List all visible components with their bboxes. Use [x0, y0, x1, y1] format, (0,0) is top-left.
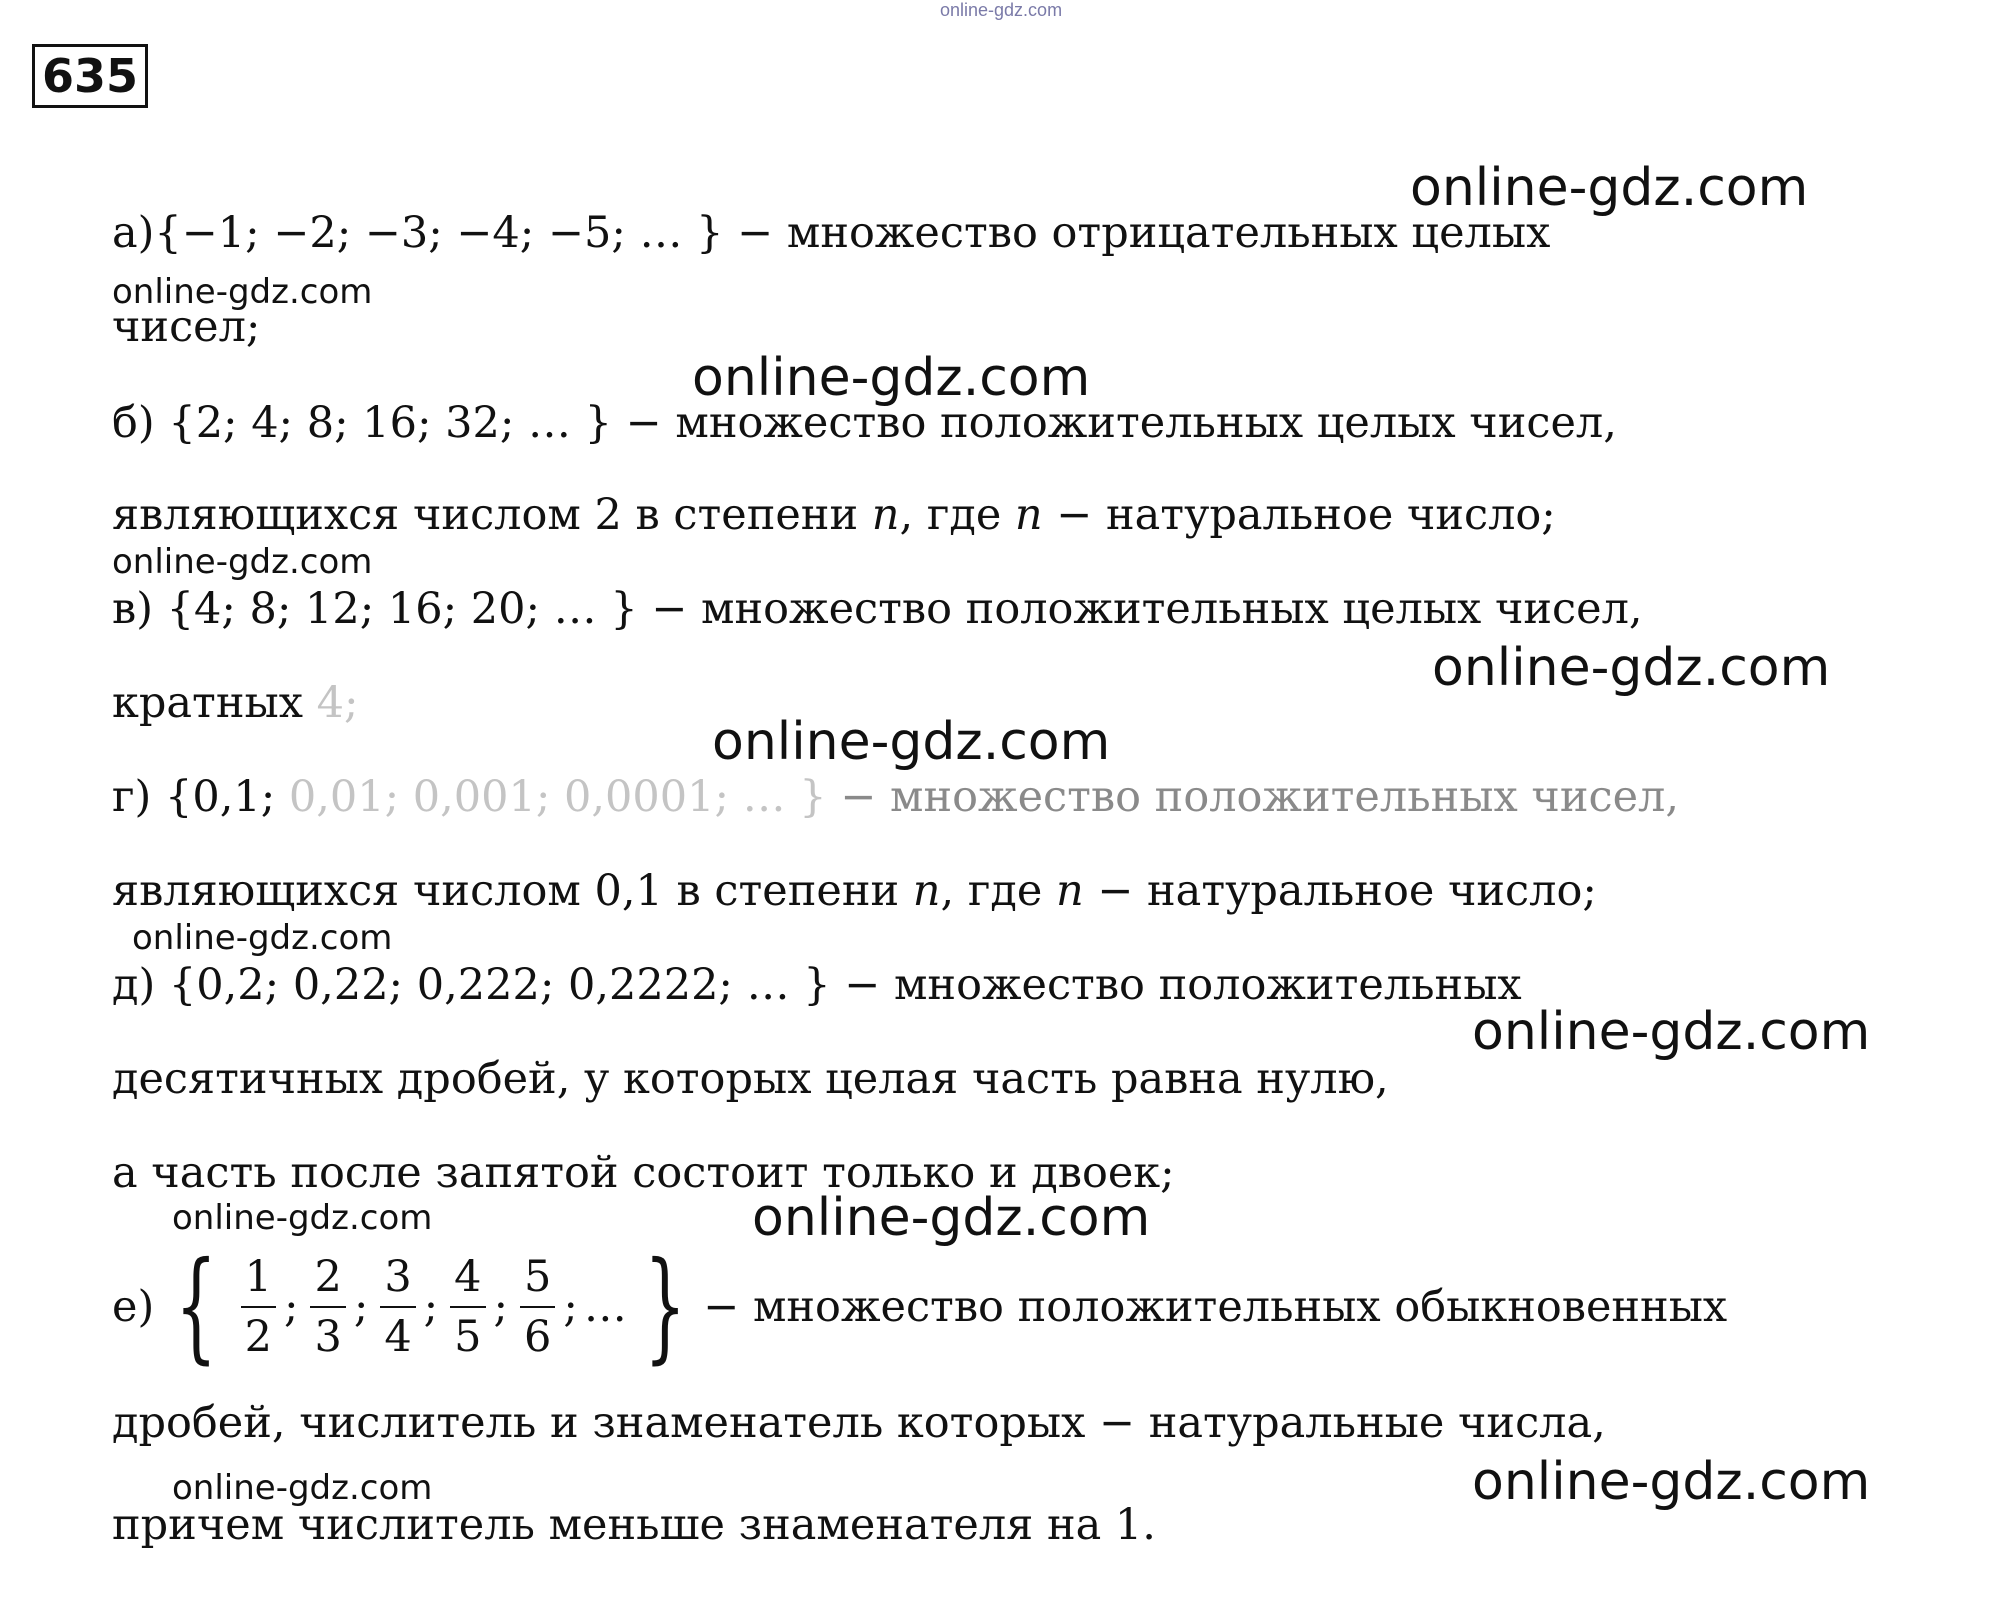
denominator: 6: [524, 1312, 552, 1362]
denominator: 3: [314, 1312, 342, 1362]
fraction-bar: [241, 1306, 276, 1308]
fraction: [450, 1252, 485, 1362]
watermark: online-gdz.com: [712, 712, 1111, 772]
denominator: 5: [454, 1312, 482, 1362]
watermark: online-gdz.com: [692, 348, 1091, 408]
fraction: [241, 1252, 276, 1362]
numerator: 1: [244, 1252, 272, 1302]
fraction-bar: [450, 1306, 485, 1308]
watermark: online-gdz.com: [172, 1198, 433, 1238]
fraction-bar: [380, 1306, 415, 1308]
watermark: online-gdz.com: [1472, 1452, 1871, 1512]
numerator: 5: [524, 1252, 552, 1302]
item-g-line1: [112, 772, 1679, 822]
fraction-bar: [310, 1306, 345, 1308]
watermark: online-gdz.com: [112, 542, 373, 582]
separator: ;: [493, 1282, 509, 1332]
item-g-line2: являющихся числом 0,1 в степени 𝑛, где 𝑛 − натуральное число;: [112, 866, 1597, 916]
item-v-text: кратных: [112, 678, 303, 728]
item-g-text-start: г) {0,1;: [112, 772, 276, 822]
watermark: online-gdz.com: [752, 1188, 1151, 1248]
item-e-line1: [112, 1232, 1727, 1382]
item-d-line3: а часть после запятой состоит только и двоек;: [112, 1148, 1175, 1198]
task-number: 635: [32, 44, 148, 108]
watermark: online-gdz.com: [112, 272, 373, 312]
watermark-top: online-gdz.com: [940, 0, 1063, 20]
close-brace: }: [644, 1237, 687, 1376]
item-a-line1: а){−1; −2; −3; −4; −5; … } − множество отрицательных целых: [112, 208, 1551, 258]
item-b-line2: являющихся числом 2 в степени 𝑛, где 𝑛 − натуральное число;: [112, 490, 1556, 540]
watermark: online-gdz.com: [1472, 1002, 1871, 1062]
item-g-faded-set: 0,01; 0,001; 0,0001; … }: [275, 772, 827, 822]
separator: ;: [353, 1282, 369, 1332]
fraction: [520, 1252, 555, 1362]
separator: ;: [423, 1282, 439, 1332]
separator: ;: [563, 1282, 578, 1332]
denominator: 2: [244, 1312, 272, 1362]
item-e-prefix: е): [112, 1282, 155, 1332]
numerator: 2: [314, 1252, 342, 1302]
item-v-line1: в) {4; 8; 12; 16; 20; … } − множество положительных целых чисел,: [112, 584, 1643, 634]
numerator: 4: [454, 1252, 482, 1302]
item-d-line1: д) {0,2; 0,22; 0,222; 0,2222; … } − множество положительных: [112, 960, 1522, 1010]
item-g-text-end: − множество положительных чисел,: [826, 772, 1680, 822]
watermark: online-gdz.com: [1432, 638, 1831, 698]
item-v-faded-text: 4;: [302, 678, 359, 728]
item-e-suffix: − множество положительных обыкновенных: [703, 1282, 1728, 1332]
fraction: [310, 1252, 345, 1362]
separator: ;: [283, 1282, 299, 1332]
item-b-line1: б) {2; 4; 8; 16; 32; … } − множество положительных целых чисел,: [112, 398, 1617, 448]
fraction-bar: [520, 1306, 555, 1308]
watermark: online-gdz.com: [1410, 158, 1809, 218]
denominator: 4: [384, 1312, 412, 1362]
item-e-line2: дробей, числитель и знаменатель которых − натуральные числа,: [112, 1398, 1606, 1448]
fraction: [380, 1252, 415, 1362]
item-e-line3: причем числитель меньше знаменателя на 1.: [112, 1500, 1156, 1550]
item-d-line2: десятичных дробей, у которых целая часть равна нулю,: [112, 1054, 1389, 1104]
item-a-line2: чисел;: [112, 302, 261, 352]
item-v-line2: [112, 678, 358, 728]
numerator: 3: [384, 1252, 412, 1302]
open-brace: {: [175, 1237, 218, 1376]
watermark: online-gdz.com: [172, 1468, 433, 1508]
watermark: online-gdz.com: [132, 918, 393, 958]
fraction-ellipsis: …: [583, 1282, 627, 1332]
